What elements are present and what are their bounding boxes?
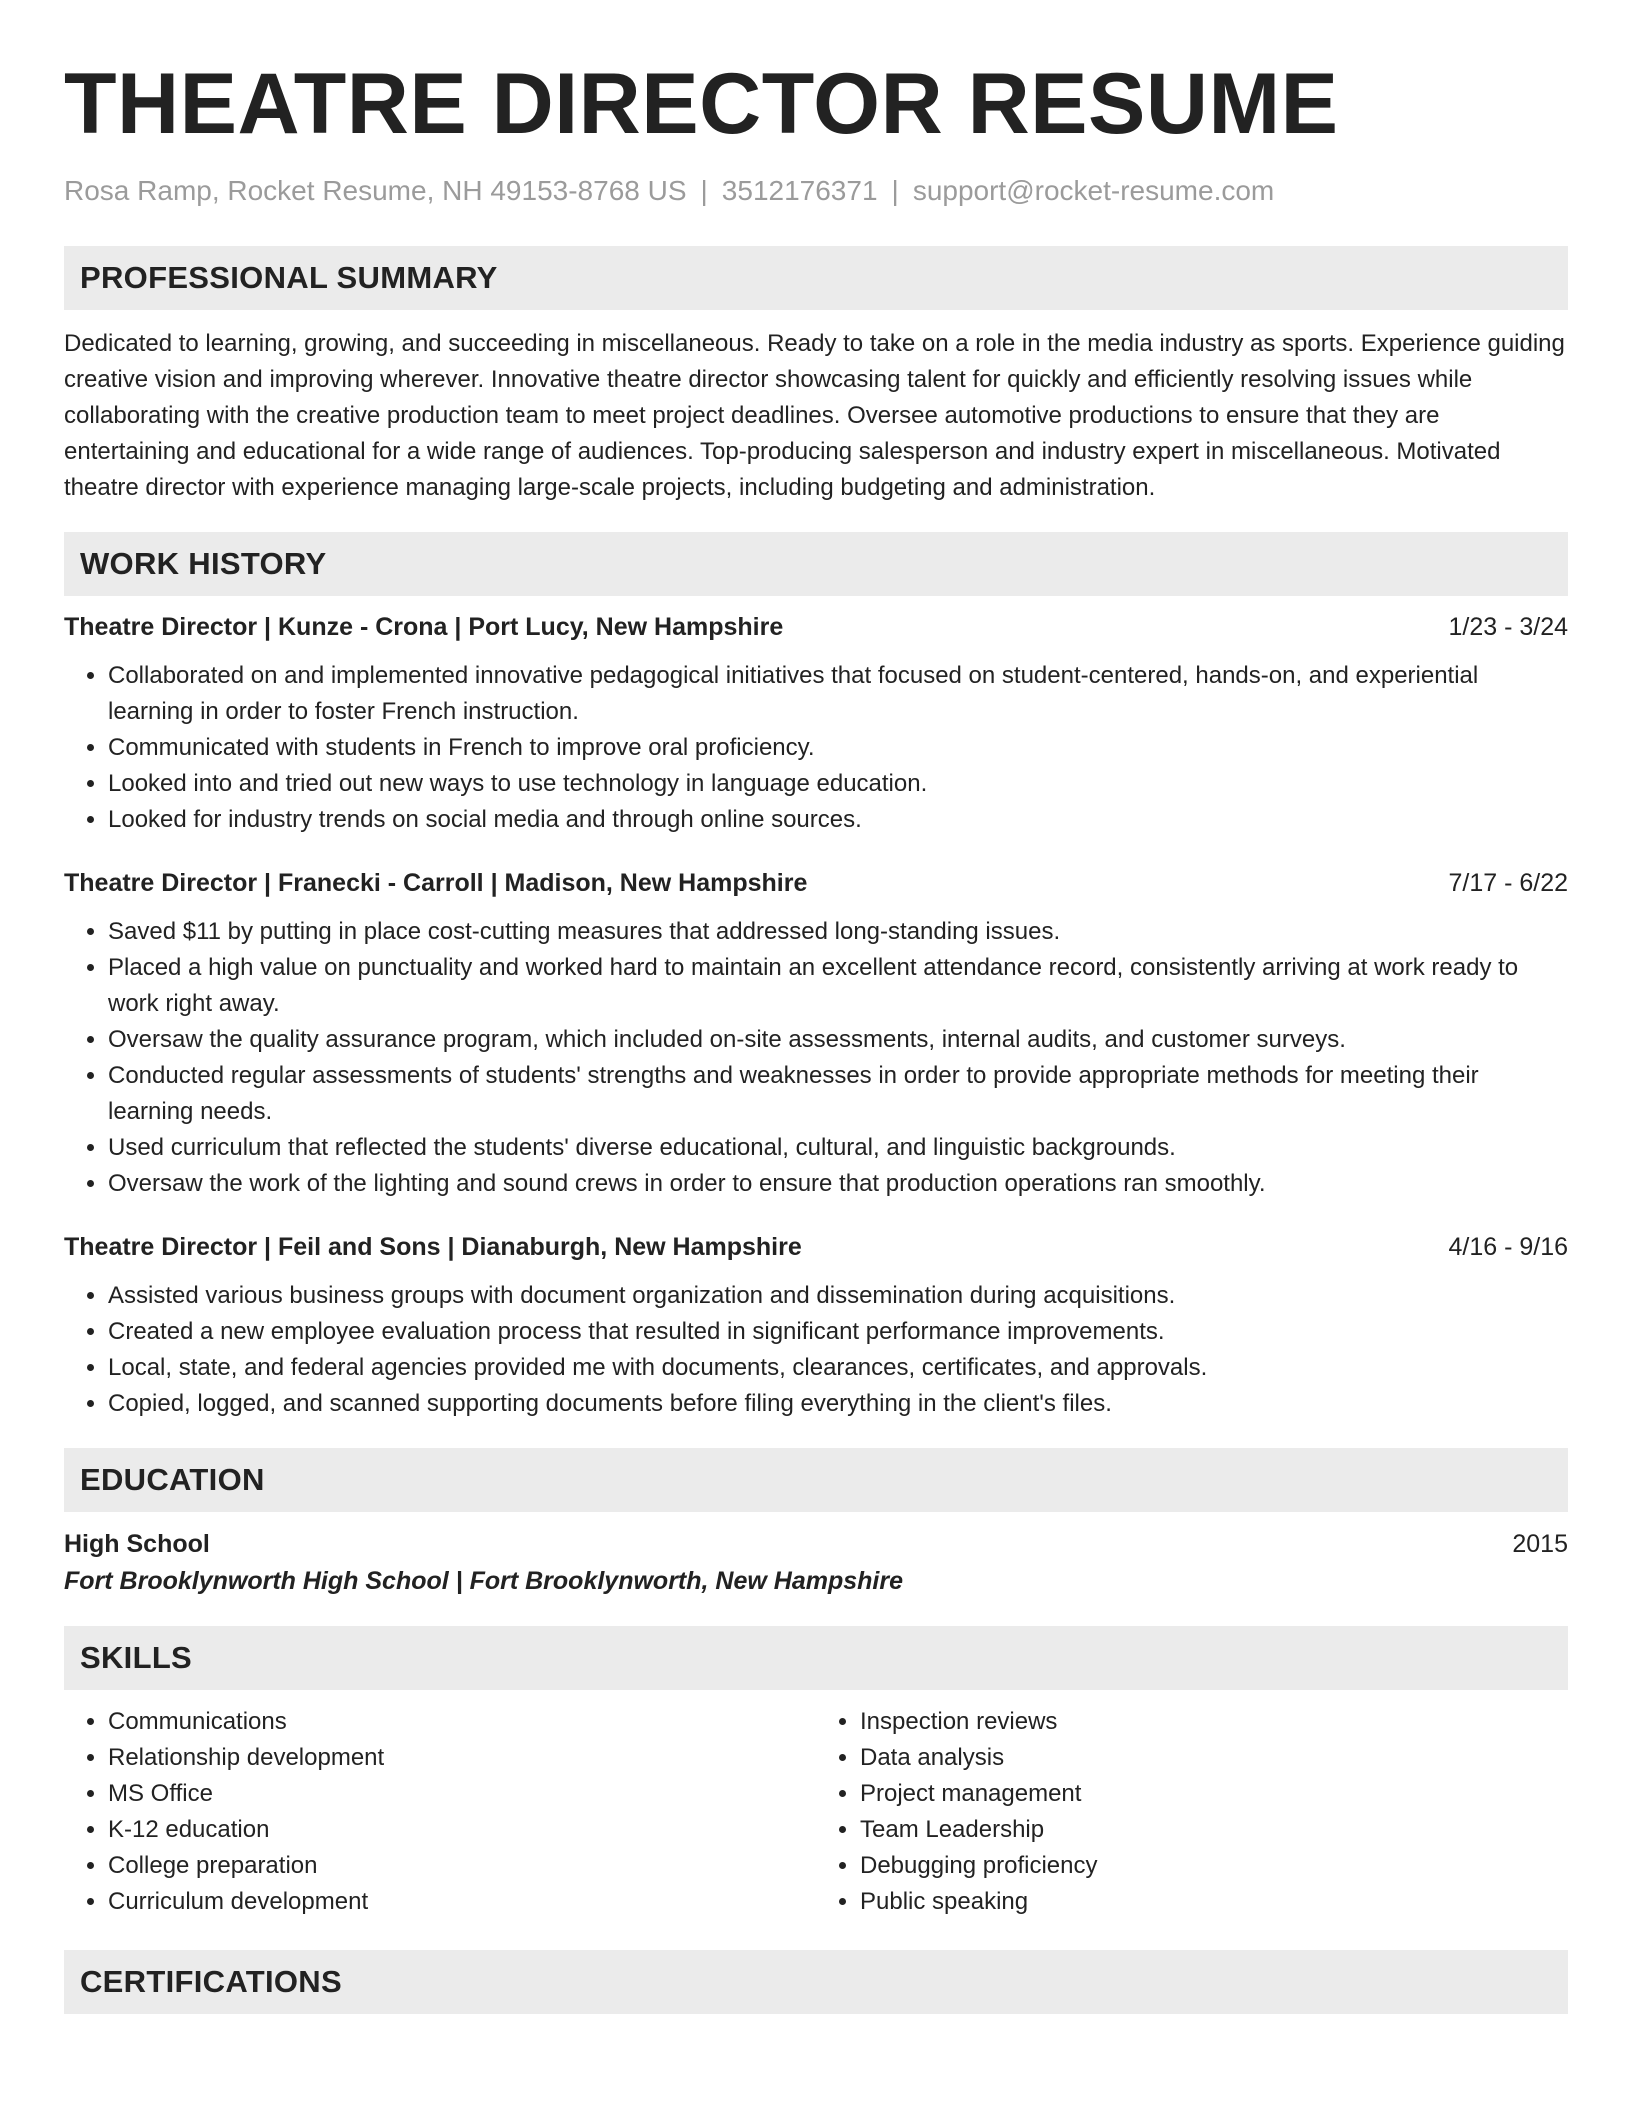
skill-item: • K-12 education (108, 1812, 816, 1848)
job-bullet: • Local, state, and federal agencies provided me with documents, clearances, certificates, and approvals. (108, 1350, 1568, 1386)
job-title: Theatre Director | Feil and Sons | Dianaburgh, New Hampshire (64, 1233, 802, 1261)
skill-item: • Relationship development (108, 1740, 816, 1776)
contact-separator: | (891, 175, 899, 206)
skill-item: • Public speaking (860, 1884, 1568, 1920)
skill-item: • College preparation (108, 1848, 816, 1884)
skill-item: • MS Office (108, 1776, 816, 1812)
job-bullet: • Conducted regular assessments of students' strengths and weaknesses in order to provide appropriate methods for meeting their learning needs. (108, 1058, 1568, 1130)
job-title: Theatre Director | Kunze - Crona | Port Lucy, New Hampshire (64, 613, 784, 641)
education-entry (64, 1526, 1568, 1600)
job-header (64, 1230, 1568, 1264)
job-header (64, 610, 1568, 644)
resume-title: THEATRE DIRECTOR RESUME (64, 56, 1339, 152)
skill-item: • Debugging proficiency (860, 1848, 1568, 1884)
job-date: 7/17 - 6/22 (1448, 869, 1568, 897)
contact-address: Rosa Ramp, Rocket Resume, NH 49153-8768 US (64, 175, 687, 206)
section-heading-summary: PROFESSIONAL SUMMARY (64, 246, 1568, 310)
job-bullet: • Saved $11 by putting in place cost-cutting measures that addressed long-standing issues. (108, 914, 1568, 950)
skills-list (64, 1704, 1568, 1920)
section-heading-certifications: CERTIFICATIONS (64, 1950, 1568, 2014)
section-heading-education: EDUCATION (64, 1448, 1568, 1512)
section-heading-skills: SKILLS (64, 1626, 1568, 1690)
job-bullet: • Placed a high value on punctuality and worked hard to maintain an excellent attendance record, consistently arriving at work ready to work right away. (108, 950, 1568, 1022)
job-bullet: • Looked for industry trends on social media and through online sources. (108, 802, 1568, 838)
contact-email: support@rocket-resume.com (912, 175, 1275, 206)
job-bullet: • Collaborated on and implemented innovative pedagogical initiatives that focused on student-centered, hands-on, and experiential learning in order to foster French instruction. (108, 658, 1568, 730)
job-title: Theatre Director | Franecki - Carroll | Madison, New Hampshire (64, 869, 808, 897)
skill-item: • Project management (860, 1776, 1568, 1812)
skill-item: • Communications (108, 1704, 816, 1740)
section-heading-work-history: WORK HISTORY (64, 532, 1568, 596)
education-header (64, 1526, 1568, 1562)
job-bullet: • Looked into and tried out new ways to use technology in language education. (108, 766, 1568, 802)
skills-column-right (816, 1704, 1568, 1920)
contact-phone: 3512176371 (721, 175, 878, 206)
contact-separator: | (700, 175, 708, 206)
job-bullet: • Assisted various business groups with document organization and dissemination during acquisitions. (108, 1278, 1568, 1314)
job-bullet: • Created a new employee evaluation process that resulted in significant performance improvements. (108, 1314, 1568, 1350)
skill-item: • Data analysis (860, 1740, 1568, 1776)
education-school: Fort Brooklynworth High School | Fort Brooklynworth, New Hampshire (64, 1567, 903, 1595)
education-year: 2015 (1512, 1530, 1568, 1558)
job-bullets (64, 1278, 1568, 1422)
job-bullet: • Communicated with students in French to improve oral proficiency. (108, 730, 1568, 766)
contact-line (64, 174, 1568, 208)
job-entry (64, 866, 1568, 1202)
job-bullet: • Oversaw the work of the lighting and sound crews in order to ensure that production operations ran smoothly. (108, 1166, 1568, 1202)
job-bullets (64, 658, 1568, 838)
job-bullets (64, 914, 1568, 1202)
job-header (64, 866, 1568, 900)
summary-text: Dedicated to learning, growing, and succeeding in miscellaneous. Ready to take on a role in the media industry as sports. Experience guiding creative vision and improving wherever. Innovative theatre director showcasing talent for quickly and efficiently resolving issues while collaborating with the creative production team to meet project deadlines. Oversee automotive productions to ensure that they are entertaining and educational for a wide range of audiences. Top-producing salesperson and industry expert in miscellaneous. Motivated theatre director with experience managing large-scale projects, including budgeting and administration. (64, 330, 1565, 501)
skill-item: • Team Leadership (860, 1812, 1568, 1848)
job-bullet: • Used curriculum that reflected the students' diverse educational, cultural, and linguistic backgrounds. (108, 1130, 1568, 1166)
job-bullet: • Oversaw the quality assurance program, which included on-site assessments, internal audits, and customer surveys. (108, 1022, 1568, 1058)
skill-item: • Curriculum development (108, 1884, 816, 1920)
education-degree: High School (64, 1530, 210, 1558)
job-entry (64, 610, 1568, 838)
job-entry (64, 1230, 1568, 1422)
skill-item: • Inspection reviews (860, 1704, 1568, 1740)
skills-column-left (64, 1704, 816, 1920)
job-date: 4/16 - 9/16 (1448, 1233, 1568, 1261)
job-bullet: • Copied, logged, and scanned supporting documents before filing everything in the client's files. (108, 1386, 1568, 1422)
job-date: 1/23 - 3/24 (1448, 613, 1568, 641)
